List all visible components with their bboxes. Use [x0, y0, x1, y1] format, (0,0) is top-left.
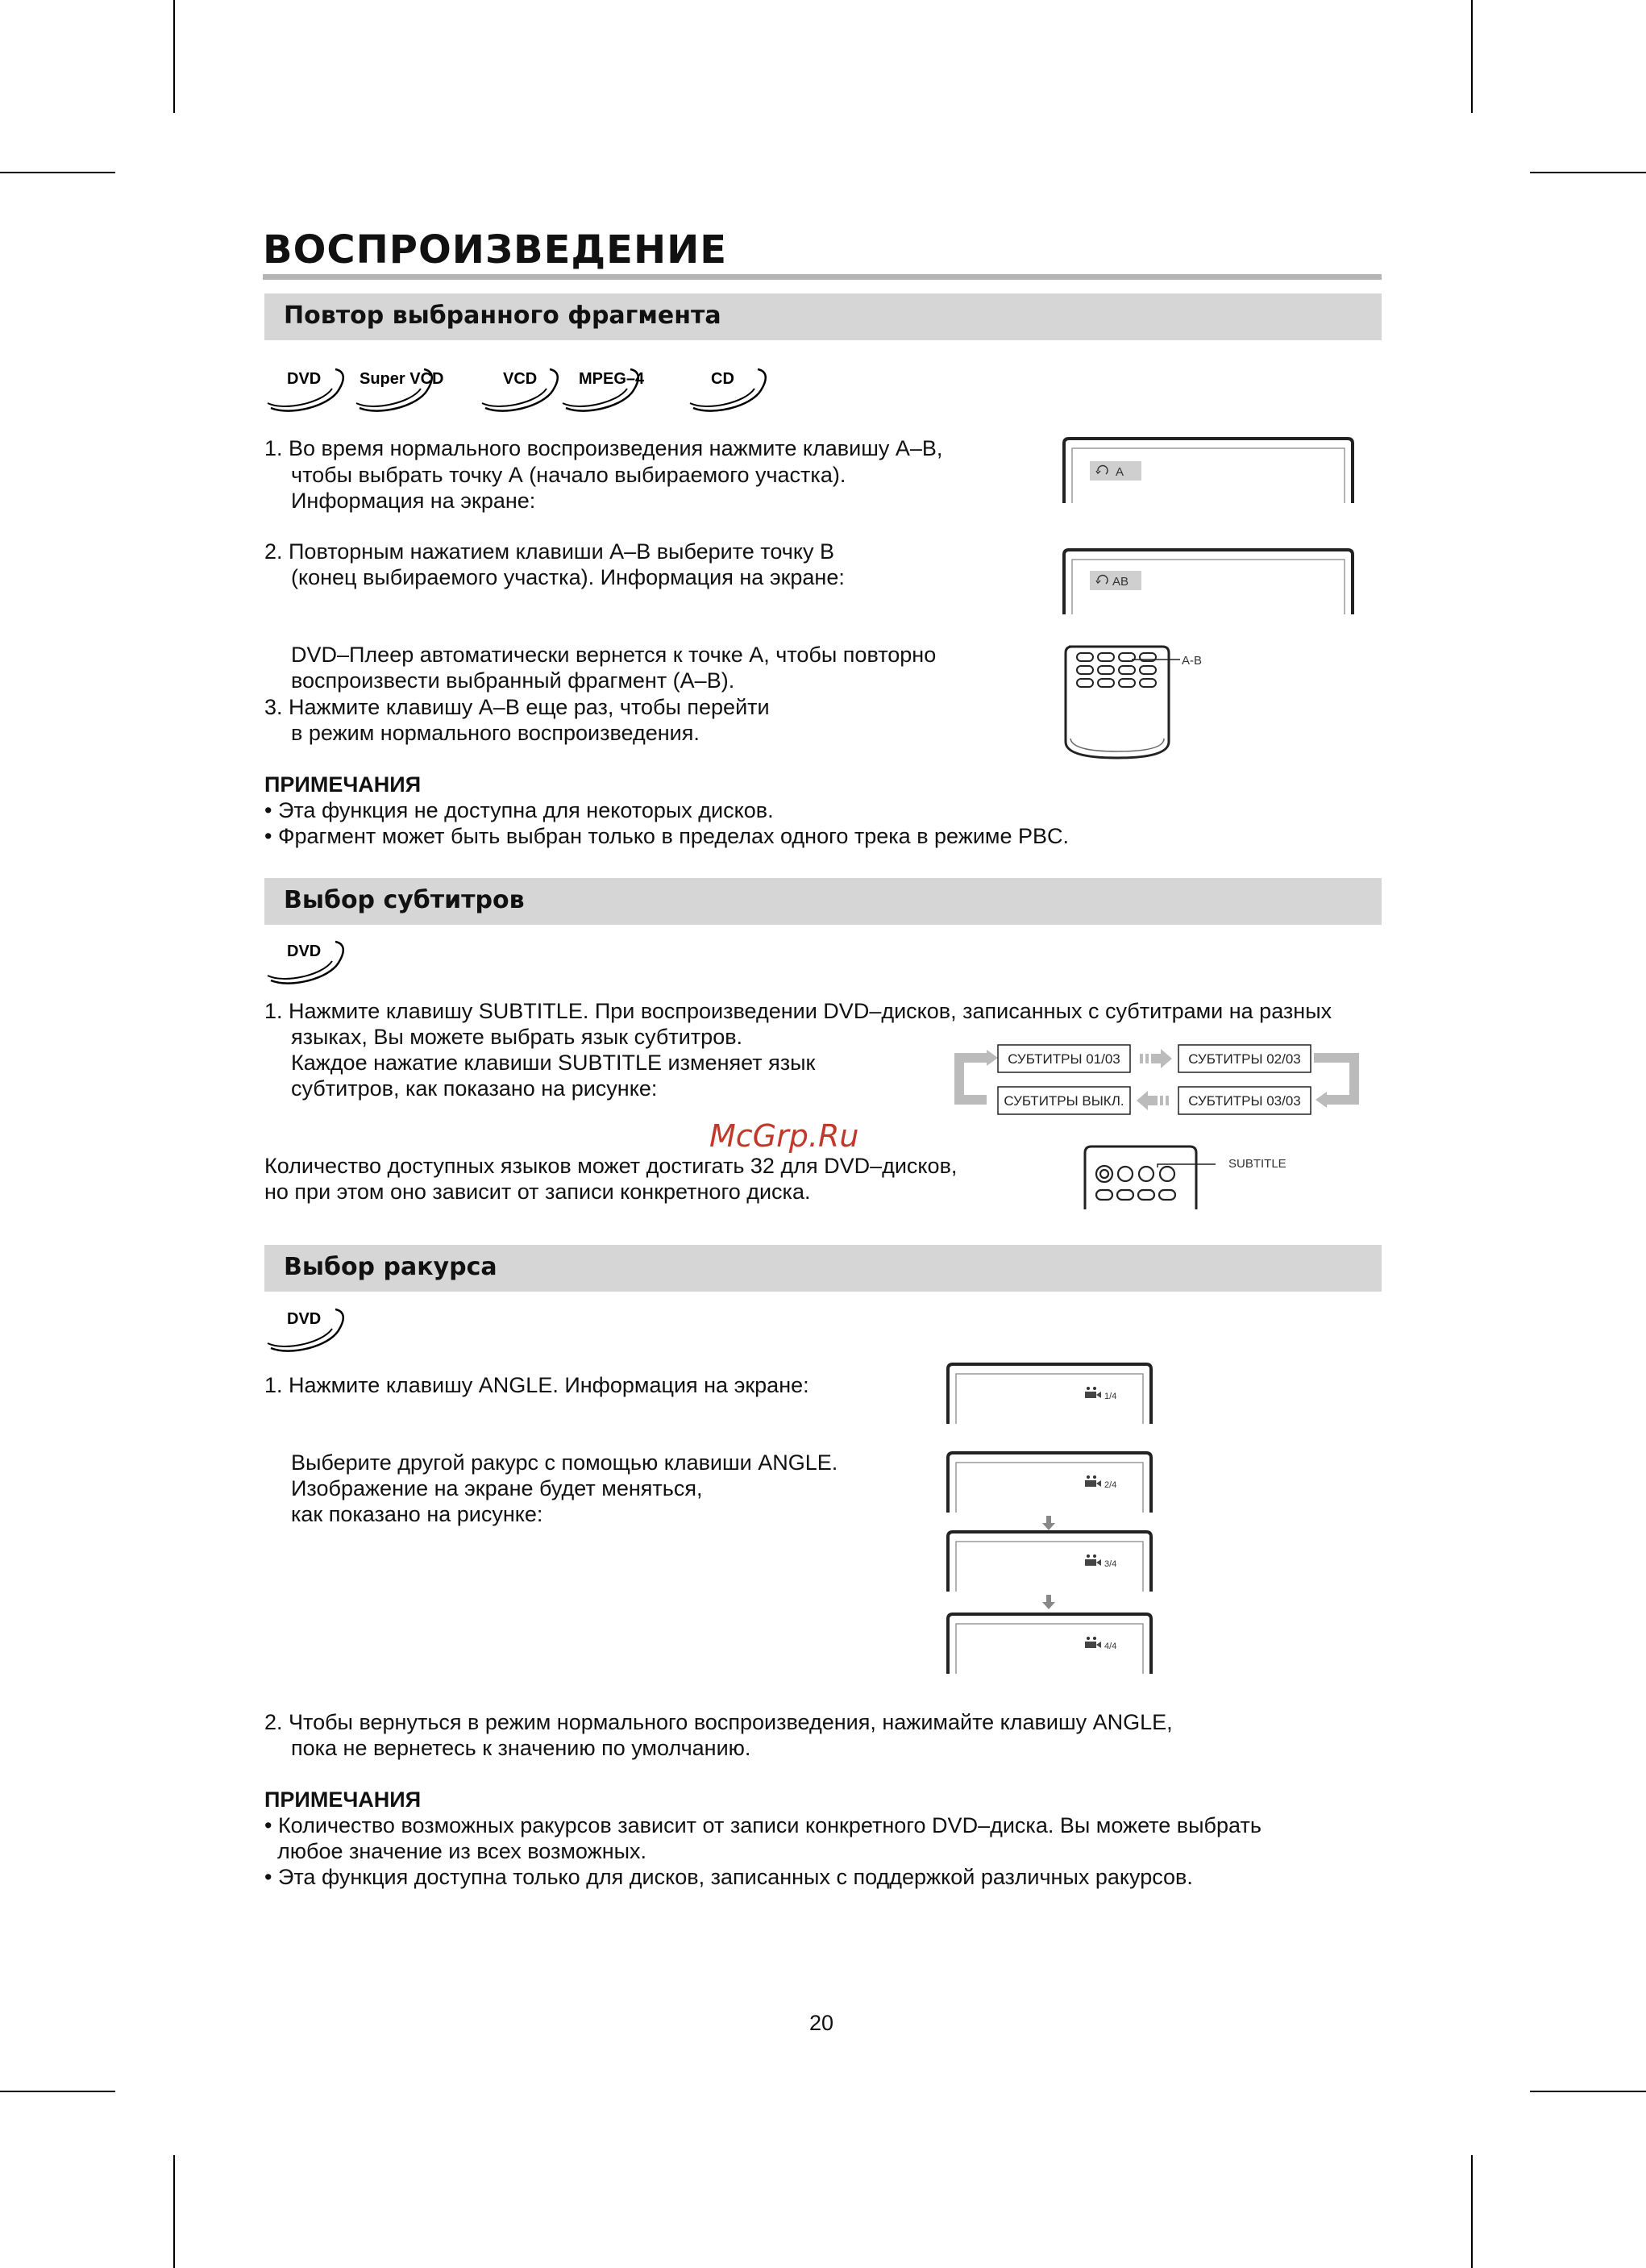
cycle-arrow-left — [959, 1058, 987, 1100]
angle-note-1: • Количество возможных ракурсов зависит от записи конкретного DVD–диска. Вы можете выбрать — [264, 1813, 1262, 1837]
disc-label-mpeg4: MPEG–4 — [579, 370, 645, 388]
ab-auto-line2: воспроизвести выбранный фрагмент (А–В). — [291, 668, 735, 693]
screen-a-text: A — [1116, 465, 1124, 479]
down-arrow-icon — [1042, 1595, 1055, 1609]
subtitle-count-line2: но при этом оно зависит от записи конкретного диска. — [264, 1180, 811, 1204]
angle-screen-3 — [948, 1532, 1151, 1592]
angle-screen-4-label: 4/4 — [1104, 1642, 1117, 1651]
camera-icon — [1085, 1392, 1096, 1398]
remote-buttons — [1077, 653, 1156, 687]
ab-notes-title: ПРИМЕЧАНИЯ — [264, 772, 422, 797]
subtitle-count-line1: Количество доступных языков может достигать 32 для DVD–дисков, — [264, 1154, 958, 1178]
disc-label-dvd: DVD — [287, 370, 322, 388]
remote-subtitle-illustration — [1080, 1143, 1298, 1211]
crop-mark — [1530, 172, 1646, 173]
section-heading-text: Повтор выбранного фрагмента — [284, 302, 721, 330]
angle-line3: Изображение на экране будет меняться, — [291, 1476, 703, 1500]
ab-step2-line1: 2. Повторным нажатием клавиши А–В выберите точку В — [264, 539, 834, 564]
subtitle-cycle-diagram — [948, 1040, 1367, 1121]
angle-line4: как показано на рисунке: — [291, 1502, 543, 1526]
remote-ab-label: A-B — [1182, 654, 1203, 668]
flow-arrow-right — [1140, 1049, 1172, 1068]
disc-label-vcd: VCD — [503, 370, 538, 388]
down-arrow-icon — [1042, 1516, 1055, 1530]
camera-icon — [1085, 1642, 1096, 1648]
subtitle-step1-line4: субтитров, как показано на рисунке: — [291, 1076, 658, 1101]
disc-label-cd: CD — [711, 370, 734, 388]
disc-icon-dvd — [268, 369, 343, 411]
section-heading-text: Выбор ракурса — [284, 1253, 497, 1281]
ab-step2-line2: (конец выбираемого участка). Информация на экране: — [291, 565, 845, 589]
section-heading-subtitle — [264, 878, 1382, 925]
disc-label-dvd: DVD — [287, 943, 322, 960]
flow-label-off: СУБТИТРЫ ВЫКЛ. — [1004, 1093, 1124, 1109]
disc-icon-dvd — [266, 935, 355, 992]
remote-subtitle-label: SUBTITLE — [1228, 1157, 1286, 1171]
angle-screen-4 — [948, 1614, 1151, 1674]
subtitle-step1-line3: Каждое нажатие клавиши SUBTITLE изменяет язык — [291, 1051, 816, 1075]
crop-mark — [0, 2091, 115, 2092]
title-rule — [263, 274, 1382, 280]
disc-icon-cd — [690, 369, 766, 411]
section-heading-angle — [264, 1245, 1382, 1292]
angle-screen-2-label: 2/4 — [1104, 1480, 1117, 1490]
ab-auto-line1: DVD–Плеер автоматически вернется к точке А, чтобы повторно — [291, 643, 937, 667]
watermark: McGrp.Ru — [709, 1118, 859, 1154]
section-heading-ab — [264, 293, 1382, 340]
flow-arrow-left — [1137, 1091, 1169, 1110]
angle-step2-line1: 2. Чтобы вернуться в режим нормального воспроизведения, нажимайте клавишу ANGLE, — [264, 1710, 1173, 1734]
crop-mark — [1530, 2091, 1646, 2092]
camera-icon — [1085, 1559, 1096, 1566]
ab-step1-line3: Информация на экране: — [291, 489, 536, 513]
flow-label-02: СУБТИТРЫ 02/03 — [1188, 1051, 1301, 1067]
disc-icon-svcd — [356, 369, 443, 411]
remote-buttons — [1096, 1166, 1175, 1200]
screen-ab-illustration — [1061, 547, 1356, 616]
ab-step1-line1: 1. Во время нормального воспроизведения нажмите клавишу А–В, — [264, 436, 943, 460]
subtitle-step1-line2: языках, Вы можете выбрать язык субтитров. — [291, 1025, 743, 1049]
ab-step1-line2: чтобы выбрать точку А (начало выбираемого участка). — [291, 463, 846, 487]
angle-notes-title: ПРИМЕЧАНИЯ — [264, 1787, 422, 1812]
crop-mark — [173, 2155, 175, 2268]
ab-step3-line1: 3. Нажмите клавишу А–В еще раз, чтобы перейти — [264, 695, 770, 719]
angle-step1: 1. Нажмите клавишу ANGLE. Информация на экране: — [264, 1373, 809, 1397]
angle-screen-1 — [948, 1364, 1151, 1424]
screen-ab-text: AB — [1112, 575, 1129, 589]
angle-screen-1-label: 1/4 — [1104, 1392, 1117, 1401]
section-heading-text: Выбор субтитров — [284, 886, 525, 914]
angle-note-1-cont: любое значение из всех возможных. — [277, 1839, 647, 1863]
disc-label-svcd: Super VCD — [360, 370, 444, 388]
remote-ab-illustration — [1061, 642, 1254, 761]
disc-format-icons — [266, 363, 798, 419]
angle-step2-line2: пока не вернетесь к значению по умолчанию. — [291, 1736, 751, 1760]
screen-a-illustration — [1061, 435, 1356, 505]
crop-mark — [1471, 0, 1473, 113]
ab-step3-line2: в режим нормального воспроизведения. — [291, 721, 700, 745]
flow-label-03: СУБТИТРЫ 03/03 — [1188, 1093, 1301, 1109]
cycle-arrow-right — [1314, 1058, 1354, 1100]
camera-icon — [1085, 1480, 1096, 1487]
angle-screens-illustration — [945, 1363, 1156, 1677]
subtitle-step1-line1: 1. Нажмите клавишу SUBTITLE. При воспроизведении DVD–дисков, записанных с субтитрами на разных — [264, 999, 1332, 1023]
angle-screen-3-label: 3/4 — [1104, 1559, 1117, 1569]
flow-label-01: СУБТИТРЫ 01/03 — [1008, 1051, 1120, 1067]
page-title: ВОСПРОИЗВЕДЕНИЕ — [263, 227, 728, 273]
page-number: 20 — [809, 2011, 834, 2035]
disc-icon-mpeg4 — [563, 369, 645, 411]
crop-mark — [173, 0, 175, 113]
disc-icon-vcd — [482, 369, 558, 411]
crop-mark — [1471, 2155, 1473, 2268]
angle-screen-2 — [948, 1453, 1151, 1513]
disc-icon-dvd — [266, 1303, 355, 1359]
crop-mark — [0, 172, 115, 173]
angle-line2: Выберите другой ракурс с помощью клавиши ANGLE. — [291, 1450, 838, 1475]
disc-label-dvd: DVD — [287, 1310, 322, 1328]
angle-note-2: • Эта функция доступна только для дисков, записанных с поддержкой различных ракурсов. — [264, 1865, 1193, 1889]
ab-note-1: • Эта функция не доступна для некоторых дисков. — [264, 798, 774, 822]
ab-note-2: • Фрагмент может быть выбран только в пределах одного трека в режиме PBC. — [264, 824, 1070, 848]
